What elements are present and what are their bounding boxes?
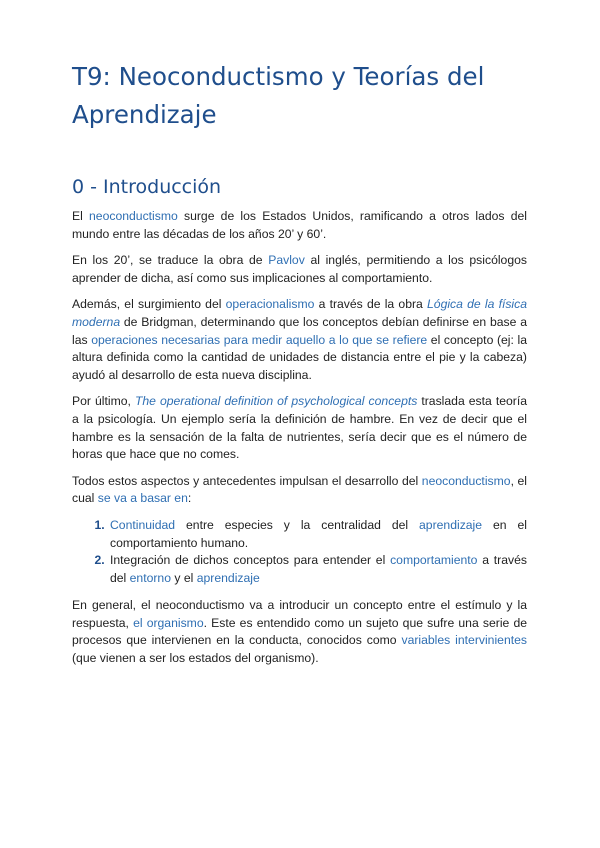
highlight-book-title: Lógica de la física moderna [72,297,528,329]
page-title: T9: Neoconductismo y Teorías del Aprendizaje [72,62,485,129]
paragraph-1: El neoconductismo surge de los Estados Unidos, ramificando a otros lados del mundo entre las décadas de los años 20’ y 60’. [72,209,527,241]
paragraph-6: En general, el neoconductismo va a introducir un concepto entre el estímulo y la respuesta, el organismo. Este es entendido como un sujeto que sufre una serie de procesos que intervienen en la conducta, conocidos como variables intervinientes (que vienen a ser los estados del organismo). [72,598,527,666]
section-heading: 0 - Introducción [72,176,222,198]
paragraph-3: Además, el surgimiento del operacionalismo a través de la obra Lógica de la física moderna de Bridgman, determinando que los conceptos debían definirse en base a las operaciones necesarias para medir aquello a lo que se refiere el concepto (ej: la altura definida como la cantidad de unidades de distancia entre el pie y la cabeza) ayudó al desarrollo de esta nueva disciplina. [72,297,528,382]
highlight-operational-definition: The operational definition of psychological concepts [134,394,418,409]
list-item: 2. Integración de dichos conceptos para entender el comportamiento a través del entorno y el aprendizaje [108,552,527,587]
numbered-list [72,517,527,587]
highlight-variables: variables intervinientes [401,633,527,648]
document-body [72,208,527,677]
highlight-operacionalismo: operacionalismo [225,297,315,312]
paragraph-2: En los 20’, se traduce la obra de Pavlov al inglés, permitiendo a los psicólogos aprender de dicha, así como sus implicaciones al comportamiento. [72,253,527,285]
highlight-organismo: el organismo [133,615,204,630]
highlight-operaciones: operaciones necesarias para medir aquello a lo que se refiere [91,332,428,347]
paragraph-4: Por último, The operational definition of psychological concepts traslada esta teoría a la psicología. Un ejemplo sería la definición de hambre. En vez de decir que el hambre es la sensación de la falta de nutrientes, sería decir que es el número de horas que hace que no comes. [72,394,527,462]
list-item: 1. Continuidad entre especies y la centralidad del aprendizaje en el comportamiento humano. [108,517,527,552]
highlight-se-va-a-basar: se va a basar en [97,491,188,506]
paragraph-5: Todos estos aspectos y antecedentes impulsan el desarrollo del neoconductismo, el cual se va a basar en: [72,473,527,506]
highlight-neoconductismo: neoconductismo [89,209,178,223]
highlight-pavlov: Pavlov [268,253,305,268]
highlight-neoconductismo-2: neoconductismo [421,473,511,488]
